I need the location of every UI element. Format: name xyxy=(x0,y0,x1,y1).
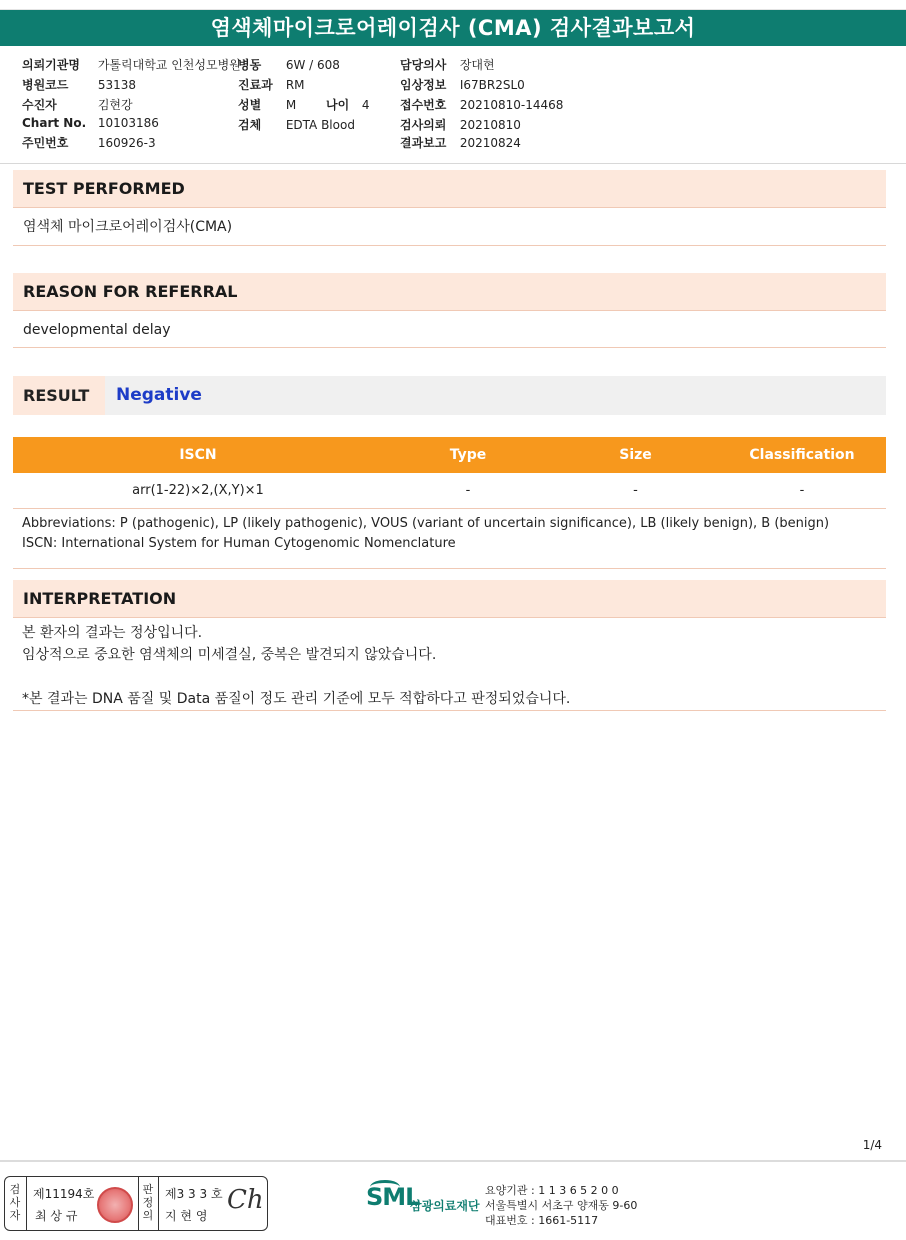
table-row xyxy=(13,473,886,509)
meta-row xyxy=(238,56,340,73)
signature-box xyxy=(4,1176,268,1231)
meta-key: 임상정보 xyxy=(400,78,447,92)
abbreviation-line: ISCN: International System for Human Cytogenomic Nomenclature xyxy=(22,536,456,551)
interpretation-line: 임상적으로 중요한 염색체의 미세결실, 중복은 발견되지 않았습니다. xyxy=(22,647,437,663)
meta-row xyxy=(22,134,156,151)
meta-key: 주민번호 xyxy=(22,136,69,150)
meta-key: 나이 xyxy=(326,98,350,112)
interpretation-line: *본 결과는 DNA 품질 및 Data 품질이 정도 관리 기준에 모두 적합하다고 판정되었습니다. xyxy=(22,691,571,707)
table-header xyxy=(13,437,886,473)
cell-iscn: arr(1-22)×2,(X,Y)×1 xyxy=(132,483,264,498)
meta-key: 의뢰기관명 xyxy=(22,58,80,72)
meta-value: 4 xyxy=(361,98,370,112)
meta-row xyxy=(22,76,136,93)
test-performed-body: 염색체 마이크로어레이검사(CMA) xyxy=(13,208,886,246)
divider xyxy=(13,710,886,711)
meta-row xyxy=(400,56,495,73)
divider xyxy=(138,1177,139,1230)
meta-row xyxy=(238,96,296,113)
examiner-name: 최 상 규 xyxy=(35,1209,78,1223)
interpretation-body xyxy=(22,622,886,710)
meta-key: 수진자 xyxy=(22,98,57,112)
meta-row xyxy=(400,76,525,93)
meta-row xyxy=(400,116,521,133)
signature: Ch xyxy=(227,1185,264,1215)
meta-key: Chart No. xyxy=(22,116,87,130)
abbreviation-line: Abbreviations: P (pathogenic), LP (likely pathogenic), VOUS (variant of uncertain significance), LB (likely benign), B (benign) xyxy=(22,516,830,531)
org-name: 삼광의료재단 xyxy=(410,1199,480,1213)
meta-key: 접수번호 xyxy=(400,98,447,112)
abbreviations xyxy=(22,514,886,554)
meta-key: 진료과 xyxy=(238,78,273,92)
result-label: RESULT xyxy=(13,376,105,415)
meta-row xyxy=(326,96,369,113)
meta-key: 검사의뢰 xyxy=(400,118,447,132)
meta-value: 6W / 608 xyxy=(285,58,340,72)
footer-divider xyxy=(0,1160,906,1162)
meta-value: 장대현 xyxy=(459,58,495,72)
org-logo: SML xyxy=(366,1183,420,1211)
meta-key: 성별 xyxy=(238,98,262,112)
meta-row xyxy=(22,116,159,130)
meta-row xyxy=(22,56,241,73)
org-info-line: 대표번호 : 1661-5117 xyxy=(485,1214,599,1227)
meta-value: 김현강 xyxy=(97,98,133,112)
confirmer-name: 지 현 영 xyxy=(165,1209,208,1223)
meta-value: 160926-3 xyxy=(97,136,156,150)
org-info xyxy=(485,1183,637,1228)
test-performed-heading: TEST PERFORMED xyxy=(13,170,886,208)
org-info-line: 서울특별시 서초구 양재동 9-60 xyxy=(485,1199,638,1212)
report-title: 염색체마이크로어레이검사 (CMA) 검사결과보고서 xyxy=(0,10,906,46)
result-row xyxy=(13,376,886,415)
meta-row xyxy=(400,96,563,113)
meta-value: RM xyxy=(285,78,305,92)
page-number: 1/4 xyxy=(862,1138,882,1152)
patient-info xyxy=(0,46,906,164)
cell-size: - xyxy=(633,483,638,498)
meta-value: M xyxy=(285,98,297,112)
cell-type: - xyxy=(465,483,471,498)
meta-row xyxy=(238,116,355,133)
interpretation-heading: INTERPRETATION xyxy=(13,580,886,618)
meta-value: 20210810-14468 xyxy=(459,98,564,112)
confirmer-number: 제3 3 3 호 xyxy=(165,1187,223,1201)
divider xyxy=(26,1177,27,1230)
interpretation-line: 본 환자의 결과는 정상입니다. xyxy=(22,625,203,641)
interpretation-line xyxy=(22,666,886,688)
confirmer-label: 판정의 xyxy=(142,1183,154,1222)
column-header-classification: Classification xyxy=(749,447,855,463)
org-info-line: 요양기관 : 1 1 3 6 5 2 0 0 xyxy=(485,1184,619,1197)
meta-key: 병동 xyxy=(238,58,262,72)
meta-row xyxy=(400,134,521,151)
meta-row xyxy=(238,76,305,93)
top-border xyxy=(0,0,906,10)
meta-value: I67BR2SL0 xyxy=(459,78,525,92)
column-header-iscn: ISCN xyxy=(179,447,217,463)
cell-classification: - xyxy=(799,483,805,498)
examiner-number: 제11194호 xyxy=(33,1187,95,1201)
meta-value: 10103186 xyxy=(97,116,159,130)
examiner-label: 검사자 xyxy=(9,1183,21,1222)
seal-icon xyxy=(97,1187,133,1223)
meta-key: 병원코드 xyxy=(22,78,69,92)
column-header-size: Size xyxy=(619,447,652,463)
meta-value: 가톨릭대학교 인천성모병원 xyxy=(97,58,241,72)
result-value: Negative xyxy=(116,385,202,405)
column-header-type: Type xyxy=(449,447,487,463)
meta-key: 검체 xyxy=(238,118,262,132)
meta-value: EDTA Blood xyxy=(285,118,355,132)
meta-value: 20210810 xyxy=(459,118,521,132)
divider xyxy=(13,568,886,569)
meta-row xyxy=(22,96,133,113)
reason-body: developmental delay xyxy=(13,312,886,348)
divider xyxy=(158,1177,159,1230)
meta-key: 결과보고 xyxy=(400,136,447,150)
reason-heading: REASON FOR REFERRAL xyxy=(13,273,886,311)
meta-value: 20210824 xyxy=(459,136,521,150)
meta-key: 담당의사 xyxy=(400,58,447,72)
meta-value: 53138 xyxy=(97,78,137,92)
